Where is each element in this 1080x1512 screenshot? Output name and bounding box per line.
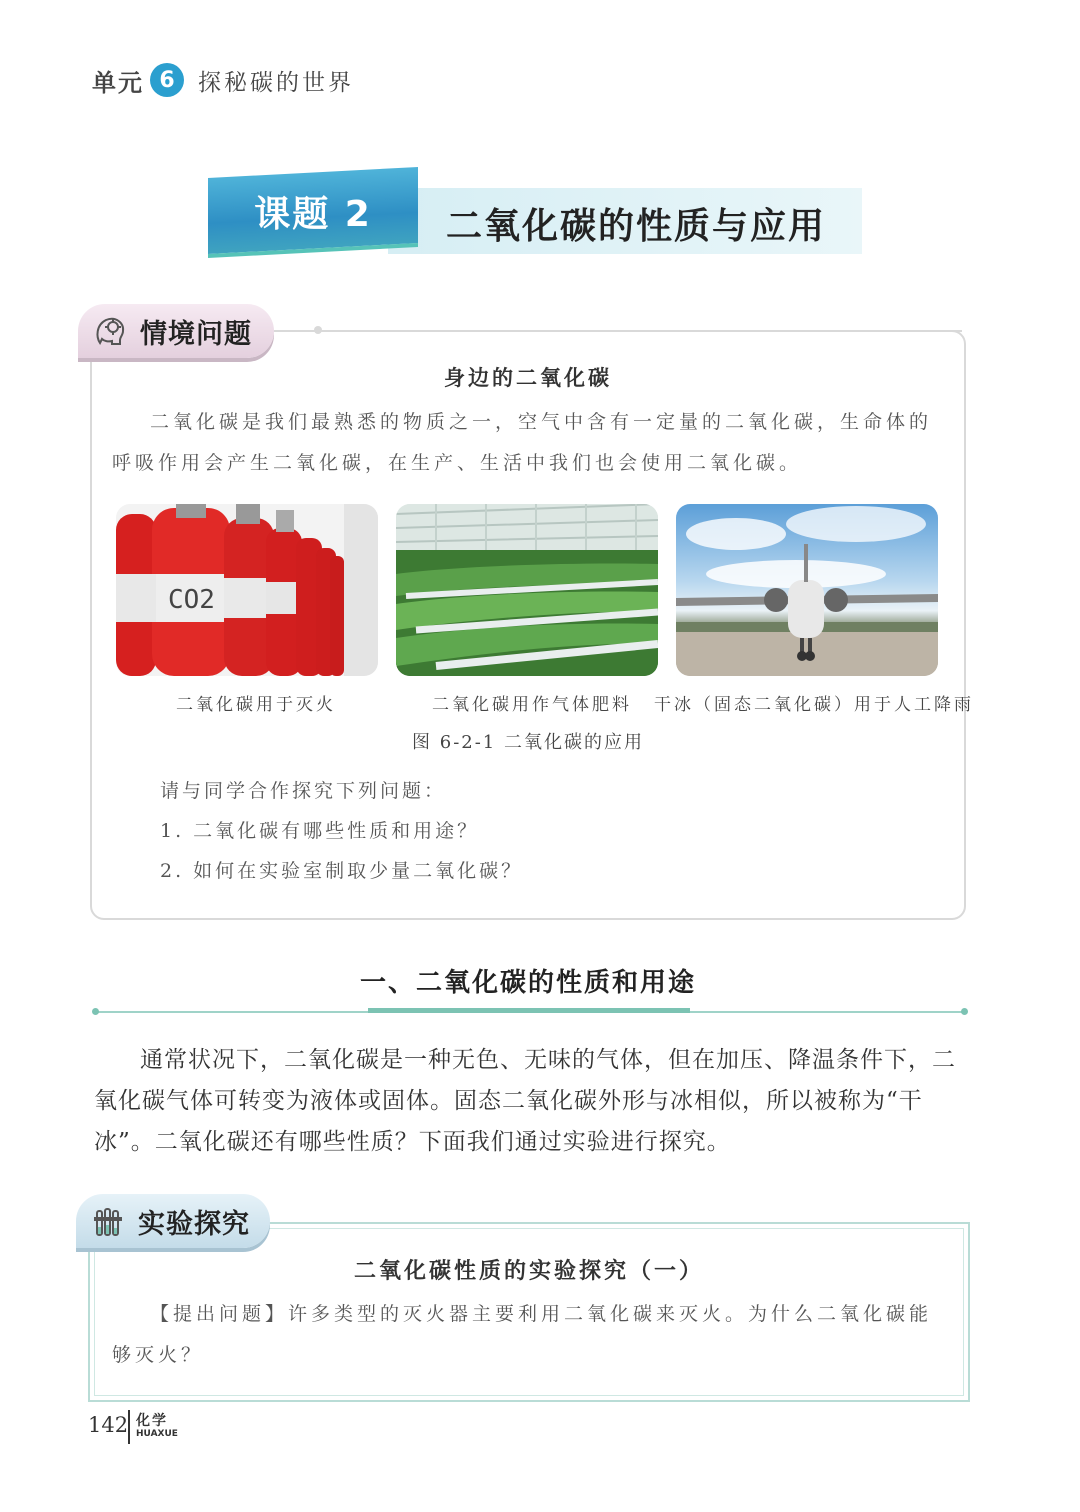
context-tag-label: 情境问题 [140,318,252,350]
photo-caption-2: 二氧化碳用作气体肥料 [432,695,632,715]
figure-caption: 图 6-2-1 二氧化碳的应用 [412,732,644,753]
experiment-title: 二氧化碳性质的实验探究（一） [353,1259,704,1284]
context-tag [78,304,252,358]
photo-fire-extinguisher-cylinders [116,504,378,676]
photo-caption-3: 干冰（固态二氧化碳）用于人工降雨 [654,695,974,715]
question-item: 2. 如何在实验室制取少量二氧化碳？ [160,860,524,882]
lesson-number: 课题 2 [254,194,372,235]
tag-connector-line [272,330,962,332]
photo-caption-1: 二氧化碳用于灭火 [176,695,336,715]
experiment-paragraph: 【提出问题】许多类型的灭火器主要利用二氧化碳来灭火。为什么二氧化碳能够灭火？ [112,1303,933,1366]
unit-title: 探秘碳的世界 [198,69,354,96]
experiment-tag [76,1194,250,1248]
co2-cylinders-illustration [116,504,378,676]
lesson-title: 二氧化碳的性质与应用 [446,206,827,247]
section-divider-dot [961,1008,968,1015]
thinking-head-icon [92,313,128,349]
context-title: 身边的二氧化碳 [444,366,612,390]
section-title: 一、二氧化碳的性质和用途 [359,968,696,998]
section-divider-accent [368,1008,690,1013]
photo-airplane [676,504,938,676]
co2-label: CO2 [168,585,215,615]
footer-subject-pinyin: HUAXUE [136,1429,178,1439]
question-item: 1. 二氧化碳有哪些性质和用途？ [160,820,480,842]
page-number: 142 [88,1413,129,1437]
tag-connector-dot [314,326,322,334]
footer-subject: 化学 [136,1413,168,1429]
lesson-banner [208,178,862,260]
experiment-tag-label: 实验探究 [138,1208,250,1240]
context-paragraph: 二氧化碳是我们最熟悉的物质之一，空气中含有一定量的二氧化碳，生命体的呼吸作用会产生二氧化碳，在生产、生活中我们也会使用二氧化碳。 [112,411,933,474]
section-divider-dot [92,1008,99,1015]
airplane-illustration [676,504,938,676]
unit-number-badge: 6 [150,63,184,97]
photo-greenhouse [396,504,658,676]
test-tubes-icon [90,1203,126,1239]
unit-label: 单元 [92,68,144,97]
question-intro: 请与同学合作探究下列问题： [160,780,447,802]
greenhouse-illustration [396,504,658,676]
section-paragraph: 通常状况下，二氧化碳是一种无色、无味的气体，但在加压、降温条件下，二氧化碳气体可转变为液体或固体。固态二氧化碳外形与冰相似，所以被称为“干冰”。二氧化碳还有哪些性质？下面我们通过实验进行探究。 [94,1047,956,1155]
footer-divider [128,1410,130,1444]
unit-header [92,60,354,100]
